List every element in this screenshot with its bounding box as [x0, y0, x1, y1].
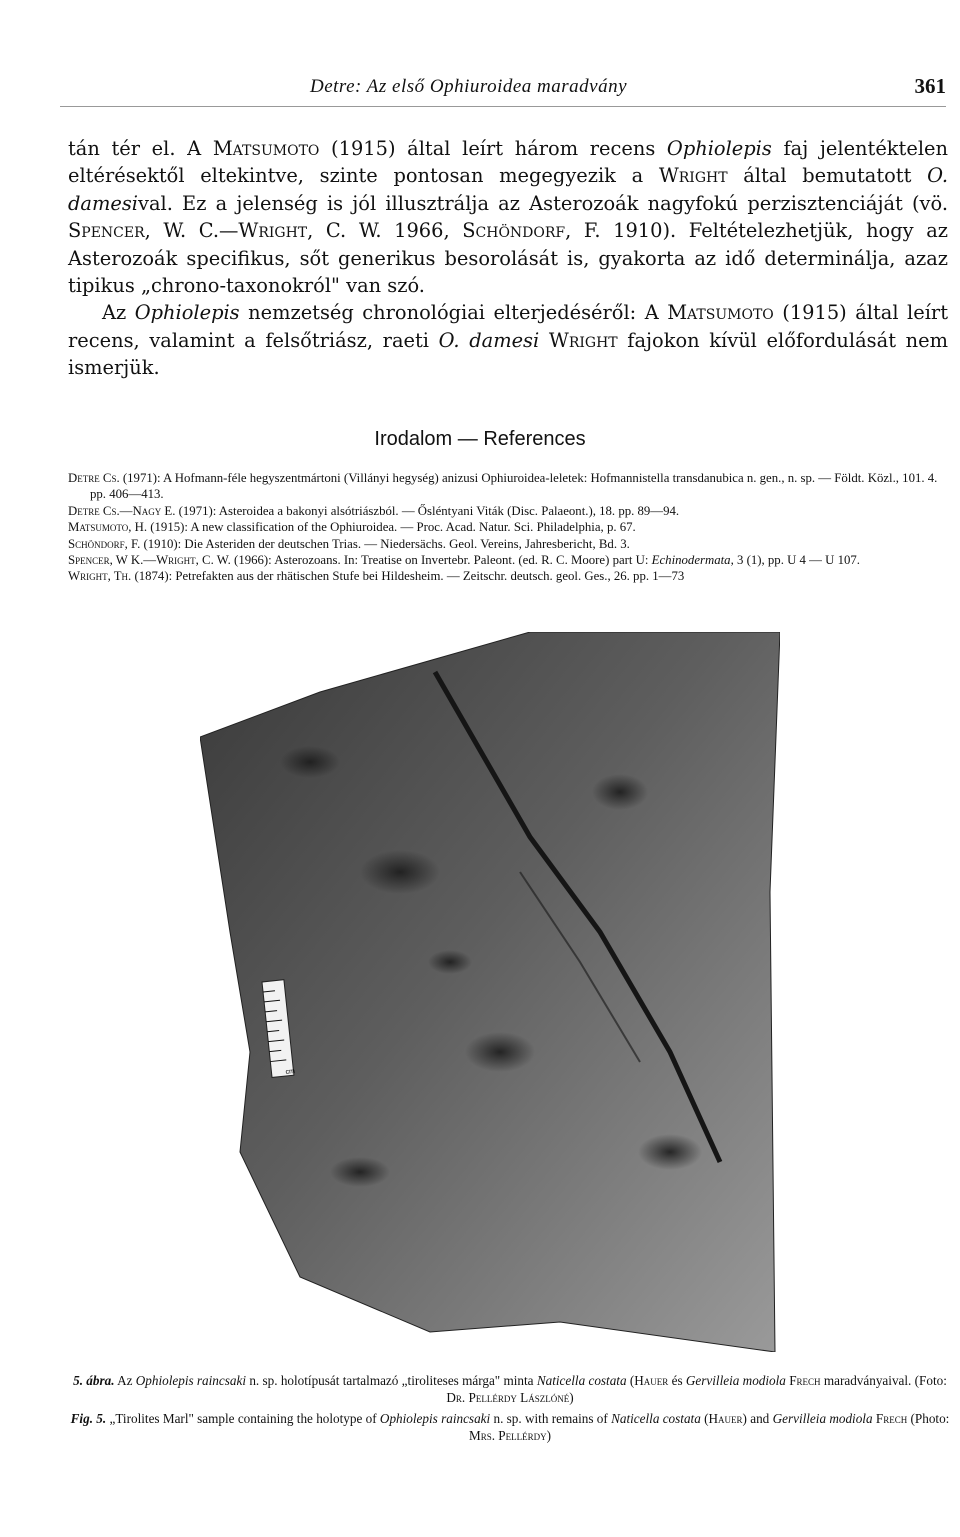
- author-name: Spencer, W. C.—Wright, C. W.: [68, 219, 382, 243]
- running-head: Detre: Az első Ophiuroidea maradvány: [310, 76, 628, 97]
- taxon-name: O. damesi: [68, 164, 948, 215]
- reference-item: Detre Cs. (1971): A Hofmann-féle hegyszentmártoni (Villányi hegység) anizusi Ophiuroidea-leletek: Hofmannistella transdanubica n. gen., n. sp. — Földt. Közl., 101. 4. pp. 406—413.: [68, 471, 938, 502]
- caption-hungarian: 5. ábra. Az Ophiolepis raincsaki n. sp. holotípusát tartalmazó „tiroliteses márga" minta Naticella costata (Hauer és Gervilleia modiola Frech maradványaival. (Foto: Dr. Pellérdy Lászlóné): [73, 1373, 947, 1405]
- page-number: 361: [914, 74, 946, 98]
- reference-list: [68, 470, 952, 585]
- author-name: Wright: [658, 164, 728, 188]
- paragraph-1: tán tér el. A Matsumoto (1915) által leírt három recens Ophiolepis faj jelentéktelen eltérésektől eltekintve, szinte pontosan megegyezik a Wright által bemutatott O. damesival. Ez a jelenség is jól illusztrálja az Asterozoák nagyfokú perzisztenciáját (vö. Spencer, W. C.—Wright, C. W. 1966, Schöndorf, F. 1910). Feltételezhetjük, hogy az Asterozoák specifikus, sőt generikus besorolását is, gyakorta az idő determinálja, azaz tipikus „chrono-taxonokról" van szó.: [68, 137, 948, 298]
- taxon-name: Ophiolepis: [134, 301, 240, 325]
- author-name: Wright: [548, 328, 618, 352]
- reference-item: Detre Cs.—Nagy E. (1971): Asteroidea a bakonyi alsótriászból. — Ősléntyani Viták (Disc. Palaeont.), 18. pp. 89—94.: [68, 503, 680, 518]
- reference-item: Wright, Th. (1874): Petrefakten aus der rhätischen Stufe bei Hildesheim. — Zeitschr. deutsch. geol. Ges., 26. pp. 1—73: [68, 569, 685, 584]
- rock-slab: [200, 632, 780, 1352]
- reference-item: Spencer, W K.—Wright, C. W. (1966): Asterozoans. In: Treatise on Invertebr. Paleont. (ed. R. C. Moore) part U: Echinodermata, 3 (1), pp. U 4 — U 107.: [68, 553, 860, 568]
- reference-item: Matsumoto, H. (1915): A new classification of the Ophiuroidea. — Proc. Acad. Natur. Sci. Philadelphia, p. 67.: [68, 520, 636, 535]
- caption-english: Fig. 5. „Tirolites Marl" sample containing the holotype of Ophiolepis raincsaki n. sp. with remains of Naticella costata (Hauer) and Gervilleia modiola Frech (Photo: Mrs. Pellérdy): [70, 1411, 950, 1443]
- fossil-slab-image: [200, 632, 780, 1352]
- taxon-name: O. damesi: [438, 328, 540, 352]
- references-heading: Irodalom — References: [374, 428, 586, 450]
- fossil-photograph: [200, 632, 780, 1352]
- reference-item: Schöndorf, F. (1910): Die Asteriden der deutschen Trias. — Niedersächs. Geol. Vereins, Jahresbericht, Bd. 3.: [68, 536, 630, 551]
- body-text: [68, 135, 948, 382]
- taxon-name: Ophiolepis: [666, 137, 772, 160]
- author-name: Schöndorf, F.: [462, 219, 601, 243]
- page-header: [60, 76, 946, 104]
- author-name: Matsumoto: [667, 301, 774, 325]
- figure-caption: [68, 1373, 952, 1449]
- header-rule: [60, 106, 946, 107]
- author-name: Matsumoto: [212, 137, 320, 160]
- paragraph-2: Az Ophiolepis nemzetség chronológiai elterjedéséről: A Matsumoto (1915) által leírt recens, valamint a felsőtriász, raeti O. damesi Wright fajokon kívül előfordulását nem ismerjük.: [68, 301, 948, 380]
- svg-text:cm: cm: [285, 1068, 296, 1077]
